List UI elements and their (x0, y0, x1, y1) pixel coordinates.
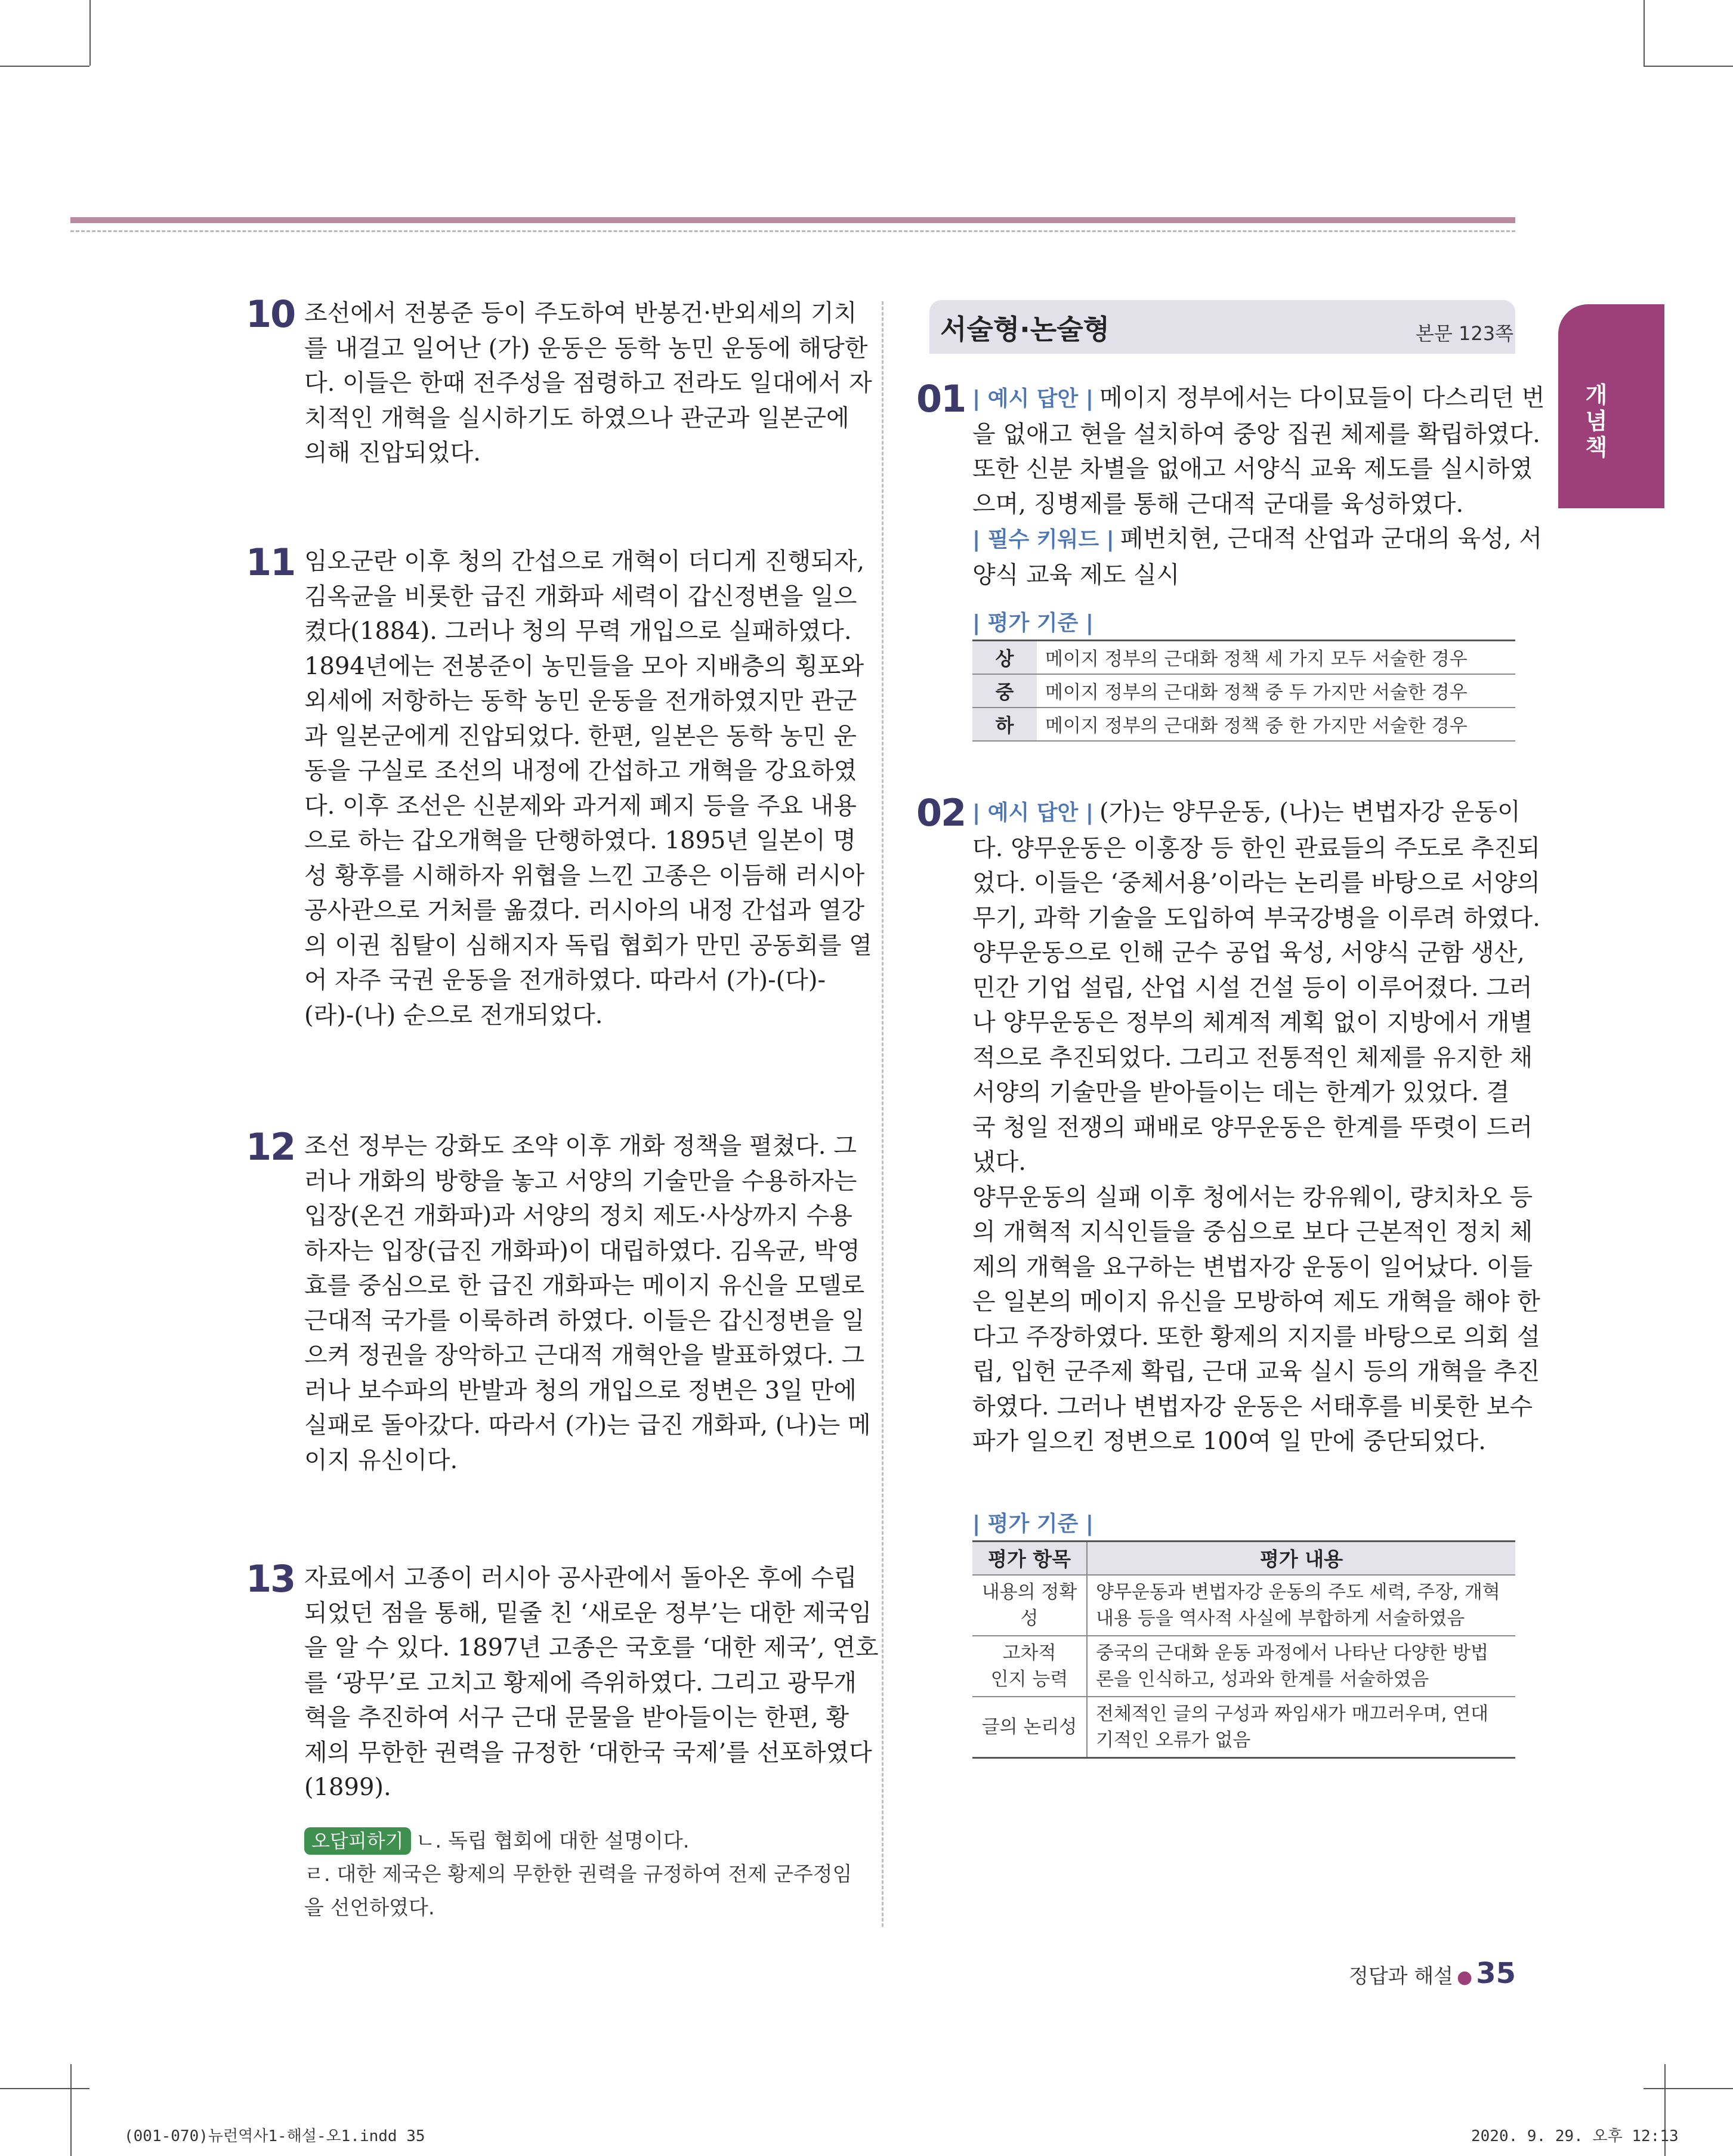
answer-paragraph (304, 296, 872, 471)
text-line: 성 황후를 시해하자 위협을 느낀 고종은 이듬해 러시아 (304, 861, 865, 889)
text-line: 을 없애고 현을 설치하여 중앙 집권 체제를 확립하였다. (972, 420, 1540, 448)
text-line: 를 ‘광무’로 고치고 황제에 즉위하였다. 그리고 광무개 (304, 1669, 857, 1697)
crop-mark (1644, 2088, 1733, 2089)
text-line: 동을 구실로 조선의 내정에 간섭하고 개혁을 강요하였 (304, 757, 857, 784)
text-line: 다. 이후 조선은 신분제와 과거제 폐지 등을 주요 내용 (304, 792, 857, 820)
text-line: 국 청일 전쟁의 패배로 양무운동은 한계를 뚜렷이 드러 (972, 1113, 1533, 1141)
print-slug-stamp: 2020. 9. 29. 오후 12:13 (1471, 2127, 1679, 2145)
text-line: 었다. 이들은 ‘중체서용’이라는 논리를 바탕으로 서양의 (972, 869, 1540, 897)
cell-line: 전체적인 글의 구성과 짜임새가 매끄러우며, 연대 (1096, 1703, 1489, 1725)
text-line: 조선 정부는 강화도 조약 이후 개화 정책을 펼쳤다. 그 (304, 1132, 857, 1160)
crop-mark (0, 2088, 89, 2089)
eval-content (1087, 1575, 1515, 1636)
text-run: (가)는 양무운동, (나)는 변법자강 운동이 (1099, 798, 1521, 826)
text-line: 으로 하는 갑오개혁을 단행하였다. 1895년 일본이 명 (304, 827, 856, 854)
text-line: 러나 개화의 방향을 놓고 서양의 기술만을 수용하자는 (304, 1167, 857, 1195)
answer-paragraph (304, 1561, 879, 1805)
table-row (972, 641, 1515, 674)
eval-item (972, 1575, 1087, 1636)
print-slug-file: (001-070)뉴런역사1-해설-오1.indd 35 (124, 2127, 425, 2145)
text-line: 조선에서 전봉준 등이 주도하여 반봉건·반외세의 기치 (304, 299, 857, 327)
text-line: 으며, 징병제를 통해 근대적 군대를 육성하였다. (972, 490, 1464, 518)
section-title: 서술형·논술형 (940, 313, 1110, 345)
text-line: 하자는 입장(급진 개화파)이 대립하였다. 김옥균, 박영 (304, 1237, 860, 1265)
criteria-tag: | 평가 기준 | (972, 1512, 1094, 1536)
question-number: 13 (246, 1557, 295, 1601)
cell-line: 중국의 근대화 운동 과정에서 나타난 다양한 방법 (1096, 1642, 1489, 1664)
text-line: 의 개혁적 지식인들을 중심으로 보다 근본적인 정치 체 (972, 1218, 1533, 1246)
cell-line: 고차적 (1002, 1642, 1057, 1664)
eval-content (1087, 1636, 1515, 1697)
text-line: 효를 중심으로 한 급진 개화파는 메이지 유신을 모델로 (304, 1272, 865, 1299)
table-row (972, 1636, 1515, 1697)
crop-mark (1644, 66, 1733, 67)
text-line: 냈다. (972, 1148, 1026, 1176)
table-row (972, 1575, 1515, 1636)
page-number: 35 (1476, 1957, 1516, 1990)
eval-item (972, 1697, 1087, 1758)
text-line: (라)-(나) 순으로 전개되었다. (304, 1001, 603, 1029)
criteria-table (972, 640, 1515, 742)
text-line: 켰다(1884). 그러나 청의 무력 개입으로 실패하였다. (304, 617, 852, 645)
criteria-level: 상 (972, 641, 1037, 674)
column-header: 평가 내용 (1087, 1542, 1515, 1575)
text-line: 을 알 수 있다. 1897년 고종은 국호를 ‘대한 제국’, 연호 (304, 1634, 879, 1661)
question-number: 11 (246, 540, 295, 584)
criteria-desc: 메이지 정부의 근대화 정책 세 가지 모두 서술한 경우 (1037, 641, 1515, 674)
crop-mark (1644, 0, 1645, 66)
text-line (972, 795, 1521, 831)
text-line: 나 양무운동은 정부의 체계적 계획 없이 지방에서 개별 (972, 1009, 1533, 1036)
cell-line: 내용의 정확성 (981, 1581, 1077, 1629)
question-number: 12 (246, 1125, 295, 1169)
crop-mark (0, 66, 89, 67)
text-line (972, 381, 1545, 417)
text-line: 적으로 추진되었다. 그리고 전통적인 체제를 유지한 채 (972, 1043, 1533, 1071)
question-number: 10 (246, 292, 295, 336)
text-line: 김옥균을 비롯한 급진 개화파 세력이 갑신정변을 일으 (304, 582, 857, 610)
cell-line: 내용 등을 역사적 사실에 부합하게 서술하였음 (1096, 1607, 1465, 1629)
text-line: 혁을 추진하여 서구 근대 문물을 받아들이는 한편, 황 (304, 1704, 849, 1731)
answer-paragraph (304, 1129, 871, 1478)
question-number: 02 (916, 791, 966, 835)
note-line: ㄹ. 대한 제국은 황제의 무한한 권력을 규정하여 전제 군주정임 (304, 1862, 852, 1886)
text-line: 다고 주장하였다. 또한 황제의 지지를 바탕으로 의회 설 (972, 1323, 1540, 1351)
text-line: 양무운동의 실패 이후 청에서는 캉유웨이, 량치차오 등 (972, 1183, 1533, 1211)
cell-line: 기적인 오류가 없음 (1096, 1729, 1251, 1751)
text-line: 이지 유신이다. (304, 1446, 458, 1474)
table-row (972, 1697, 1515, 1758)
crop-mark (89, 0, 91, 66)
text-line: 러나 보수파의 반발과 청의 개입으로 정변은 3일 만에 (304, 1376, 857, 1404)
cell-line: 론을 인식하고, 성과와 한계를 서술하였음 (1096, 1668, 1429, 1690)
text-line (972, 521, 1543, 558)
eval-content (1087, 1697, 1515, 1758)
note-line (304, 1824, 853, 1858)
criteria-level: 중 (972, 674, 1037, 708)
criteria-level: 하 (972, 708, 1037, 741)
cell-line: 글의 논리성 (981, 1716, 1077, 1738)
criteria-desc: 메이지 정부의 근대화 정책 중 한 가지만 서술한 경우 (1037, 708, 1515, 741)
text-line: 또한 신분 차별을 없애고 서양식 교육 제도를 실시하였 (972, 455, 1533, 483)
table-header-row (972, 1542, 1515, 1575)
text-line: 임오군란 이후 청의 간섭으로 개혁이 더디게 진행되자, (304, 548, 865, 575)
text-line: 은 일본의 메이지 유신을 모방하여 제도 개혁을 해야 한 (972, 1288, 1540, 1315)
cell-line: 인지 능력 (990, 1668, 1068, 1690)
text-line: 파가 일으킨 정변으로 100여 일 만에 중단되었다. (972, 1428, 1486, 1455)
note-line: 을 선언하였다. (304, 1896, 435, 1920)
criteria-tag: | 평가 기준 | (972, 611, 1094, 635)
eval-item (972, 1636, 1087, 1697)
text-line: 무기, 과학 기술을 도입하여 부국강병을 이루려 하였다. (972, 904, 1540, 932)
text-line: 하였다. 그러나 변법자강 운동은 서태후를 비롯한 보수 (972, 1392, 1533, 1420)
text-run: 메이지 정부에서는 다이묘들이 다스리던 번 (1099, 384, 1545, 412)
note-text: ㄴ. 독립 협회에 대한 설명이다. (415, 1829, 690, 1853)
text-line: 어 자주 국권 운동을 전개하였다. 따라서 (가)-(다)- (304, 966, 826, 994)
wrong-answer-badge: 오답피하기 (304, 1827, 411, 1855)
text-line: 의 이권 침탈이 심해지자 독립 협회가 만민 공동회를 열 (304, 931, 872, 959)
text-line: 근대적 국가를 이룩하려 하였다. 이들은 갑신정변을 일 (304, 1306, 865, 1335)
wrong-answer-note (304, 1824, 853, 1925)
keyword-tag: | 필수 키워드 | (972, 527, 1114, 552)
text-line: 1894년에는 전봉준이 농민들을 모아 지배층의 횡포와 (304, 652, 864, 680)
answer-paragraph (304, 544, 872, 1033)
header-dashed-rule (70, 230, 1515, 232)
text-line: 제의 무한한 권력을 규정한 ‘대한국 국제’를 선포하였다 (304, 1738, 872, 1766)
answer-tag: | 예시 답안 | (972, 387, 1094, 411)
column-divider (882, 301, 884, 1927)
text-line: 자료에서 고종이 러시아 공사관에서 돌아온 후에 수립 (304, 1564, 857, 1592)
text-line: 과 일본군에게 진압되었다. 한편, 일본은 동학 농민 운 (304, 722, 857, 750)
text-line: 양식 교육 제도 실시 (972, 561, 1180, 589)
table-row (972, 708, 1515, 741)
crop-mark (70, 2064, 72, 2156)
table-row (972, 674, 1515, 708)
evaluation-table (972, 1540, 1515, 1759)
side-tab-label: 개념책 (1585, 382, 1608, 461)
text-line: 다. 이들은 한때 전주성을 점령하고 전라도 일대에서 자 (304, 369, 872, 397)
side-tab (1558, 304, 1664, 508)
answer-tag: | 예시 답안 | (972, 801, 1094, 825)
text-line: 치적인 개혁을 실시하기도 하였으나 관군과 일본군에 (304, 404, 849, 432)
text-run: 폐번치현, 근대적 산업과 군대의 육성, 서 (1120, 525, 1543, 552)
text-line: 를 내걸고 일어난 (가) 운동은 동학 농민 운동에 해당한 (304, 334, 868, 362)
column-header: 평가 항목 (972, 1542, 1087, 1575)
criteria-desc: 메이지 정부의 근대화 정책 중 두 가지만 서술한 경우 (1037, 674, 1515, 708)
text-line: 민간 기업 설립, 산업 시설 건설 등이 이루어졌다. 그러 (972, 974, 1533, 1002)
cell-line: 양무운동과 변법자강 운동의 주도 세력, 주장, 개혁 (1096, 1581, 1500, 1603)
header-rule (70, 217, 1515, 223)
text-line: 입장(온건 개화파)과 서양의 정치 제도·사상까지 수용 (304, 1202, 852, 1230)
answer-paragraph (972, 795, 1540, 1459)
text-line: 되었던 점을 통해, 밑줄 친 ‘새로운 정부’는 대한 제국임 (304, 1599, 872, 1627)
text-line: 실패로 돌아갔다. 따라서 (가)는 급진 개화파, (나)는 메 (304, 1411, 871, 1439)
text-line: 으켜 정권을 장악하고 근대적 개혁안을 발표하였다. 그 (304, 1342, 865, 1369)
text-line: 의해 진압되었다. (304, 439, 481, 467)
text-line: 공사관으로 거처를 옮겼다. 러시아의 내정 간섭과 열강 (304, 897, 865, 924)
page-footer (1349, 1957, 1516, 1990)
text-line: 양무운동으로 인해 군수 공업 육성, 서양식 군함 생산, (972, 939, 1525, 966)
footer-label: 정답과 해설 (1348, 1965, 1454, 1988)
section-page-ref: 본문 123쪽 (1416, 322, 1513, 345)
text-line: 외세에 저항하는 동학 농민 운동을 전개하였지만 관군 (304, 687, 857, 715)
question-number: 01 (916, 377, 966, 421)
text-line: 제의 개혁을 요구하는 변법자강 운동이 일어났다. 이들 (972, 1253, 1533, 1281)
text-line: (1899). (304, 1774, 391, 1801)
text-line: 다. 양무운동은 이홍장 등 한인 관료들의 주도로 추진되 (972, 834, 1540, 862)
text-line: 립, 입헌 군주제 확립, 근대 교육 실시 등의 개혁을 추진 (972, 1358, 1540, 1385)
bullet-icon: ● (1457, 1967, 1473, 1988)
answer-paragraph (972, 381, 1545, 592)
text-line: 서양의 기술만을 받아들이는 데는 한계가 있었다. 결 (972, 1079, 1510, 1106)
